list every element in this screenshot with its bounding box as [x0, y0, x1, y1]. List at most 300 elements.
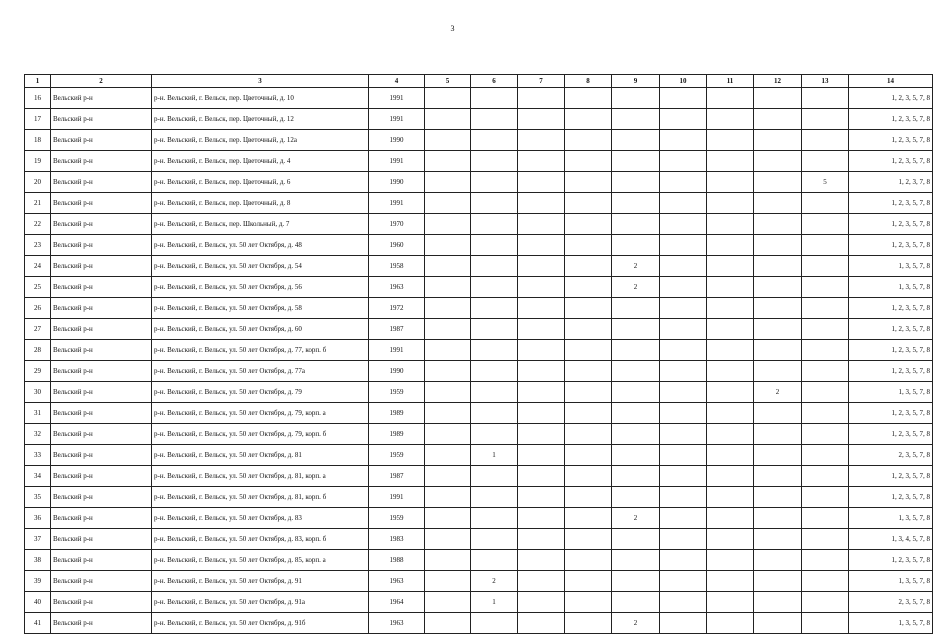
col8-cell [565, 466, 612, 487]
col14-cell: 1, 2, 3, 5, 7, 8 [849, 340, 933, 361]
table-row [25, 235, 933, 256]
district-cell: Вельский р-н [51, 193, 152, 214]
row-number: 31 [25, 403, 51, 424]
address-cell: р-н. Вельский, г. Вельск, ул. 50 лет Октября, д. 83 [152, 508, 369, 529]
table-row [25, 592, 933, 613]
address-cell: р-н. Вельский, г. Вельск, ул. 50 лет Октября, д. 54 [152, 256, 369, 277]
district-cell: Вельский р-н [51, 235, 152, 256]
col11-cell [707, 508, 754, 529]
col6-cell [471, 277, 518, 298]
col7-cell [518, 571, 565, 592]
col11-cell [707, 613, 754, 634]
col6-cell: 2 [471, 571, 518, 592]
col7-cell [518, 193, 565, 214]
col9-cell [612, 571, 660, 592]
col10-cell [660, 466, 707, 487]
col5-cell [425, 550, 471, 571]
col5-cell [425, 613, 471, 634]
col5-cell [425, 319, 471, 340]
year-cell: 1991 [369, 151, 425, 172]
col10-cell [660, 130, 707, 151]
col9-cell: 2 [612, 508, 660, 529]
col12-cell [754, 445, 802, 466]
col8-cell [565, 298, 612, 319]
col8-cell [565, 361, 612, 382]
col9-cell [612, 235, 660, 256]
col11-cell [707, 235, 754, 256]
col14-cell: 1, 2, 3, 5, 7, 8 [849, 88, 933, 109]
col11-cell [707, 466, 754, 487]
district-cell: Вельский р-н [51, 466, 152, 487]
district-cell: Вельский р-н [51, 382, 152, 403]
col14-cell: 1, 2, 3, 5, 7, 8 [849, 550, 933, 571]
col6-cell: 1 [471, 592, 518, 613]
col13-cell [802, 403, 849, 424]
col5-cell [425, 151, 471, 172]
col10-cell [660, 172, 707, 193]
col11-cell [707, 214, 754, 235]
year-cell: 1964 [369, 592, 425, 613]
col10-cell [660, 571, 707, 592]
col8-cell [565, 487, 612, 508]
col9-cell [612, 172, 660, 193]
col8-cell [565, 88, 612, 109]
col7-cell [518, 403, 565, 424]
address-cell: р-н. Вельский, г. Вельск, ул. 50 лет Октября, д. 81, корп. а [152, 466, 369, 487]
col13-cell [802, 361, 849, 382]
col10-cell [660, 508, 707, 529]
col10-cell [660, 592, 707, 613]
col13-cell [802, 508, 849, 529]
col14-cell: 1, 2, 3, 5, 7, 8 [849, 424, 933, 445]
col12-cell [754, 109, 802, 130]
year-cell: 1989 [369, 424, 425, 445]
col11-cell [707, 319, 754, 340]
district-cell: Вельский р-н [51, 487, 152, 508]
col12-cell [754, 172, 802, 193]
col5-cell [425, 529, 471, 550]
year-cell: 1959 [369, 508, 425, 529]
year-cell: 1963 [369, 277, 425, 298]
year-cell: 1990 [369, 361, 425, 382]
col11-cell [707, 340, 754, 361]
row-number: 20 [25, 172, 51, 193]
col5-cell [425, 466, 471, 487]
col9-cell [612, 298, 660, 319]
year-cell: 1959 [369, 382, 425, 403]
col10-cell [660, 256, 707, 277]
col10-cell [660, 193, 707, 214]
address-cell: р-н. Вельский, г. Вельск, ул. 50 лет Октября, д. 83, корп. б [152, 529, 369, 550]
col7-cell [518, 613, 565, 634]
col7-cell [518, 88, 565, 109]
col13-cell [802, 613, 849, 634]
table-row [25, 130, 933, 151]
col6-cell [471, 508, 518, 529]
col5-cell [425, 256, 471, 277]
col6-cell [471, 319, 518, 340]
table-row [25, 172, 933, 193]
col7-cell [518, 319, 565, 340]
col8-cell [565, 172, 612, 193]
col5-cell [425, 214, 471, 235]
row-number: 29 [25, 361, 51, 382]
column-header: 12 [754, 75, 802, 88]
col9-cell [612, 130, 660, 151]
col5-cell [425, 571, 471, 592]
col13-cell [802, 487, 849, 508]
column-header: 10 [660, 75, 707, 88]
col14-cell: 1, 2, 3, 5, 7, 8 [849, 109, 933, 130]
row-number: 21 [25, 193, 51, 214]
table-body [25, 88, 933, 634]
district-cell: Вельский р-н [51, 571, 152, 592]
col9-cell [612, 109, 660, 130]
table-row [25, 508, 933, 529]
table-row [25, 466, 933, 487]
year-cell: 1990 [369, 172, 425, 193]
col13-cell [802, 214, 849, 235]
col12-cell [754, 256, 802, 277]
year-cell: 1960 [369, 235, 425, 256]
col10-cell [660, 340, 707, 361]
col8-cell [565, 445, 612, 466]
col11-cell [707, 550, 754, 571]
col14-cell: 1, 2, 3, 5, 7, 8 [849, 361, 933, 382]
column-header: 6 [471, 75, 518, 88]
col13-cell [802, 550, 849, 571]
col9-cell: 2 [612, 613, 660, 634]
row-number: 35 [25, 487, 51, 508]
district-cell: Вельский р-н [51, 340, 152, 361]
col12-cell [754, 130, 802, 151]
table-row [25, 529, 933, 550]
table-row [25, 361, 933, 382]
col13-cell [802, 424, 849, 445]
col8-cell [565, 508, 612, 529]
col5-cell [425, 445, 471, 466]
col9-cell [612, 529, 660, 550]
column-header: 11 [707, 75, 754, 88]
col10-cell [660, 88, 707, 109]
address-cell: р-н. Вельский, г. Вельск, ул. 50 лет Октября, д. 56 [152, 277, 369, 298]
district-cell: Вельский р-н [51, 172, 152, 193]
col14-cell: 1, 3, 5, 7, 8 [849, 277, 933, 298]
address-cell: р-н. Вельский, г. Вельск, пер. Цветочный, д. 10 [152, 88, 369, 109]
column-header: 8 [565, 75, 612, 88]
address-cell: р-н. Вельский, г. Вельск, пер. Цветочный, д. 8 [152, 193, 369, 214]
col12-cell [754, 193, 802, 214]
col10-cell [660, 235, 707, 256]
row-number: 23 [25, 235, 51, 256]
district-cell: Вельский р-н [51, 529, 152, 550]
address-cell: р-н. Вельский, г. Вельск, ул. 50 лет Октября, д. 79, корп. а [152, 403, 369, 424]
column-header: 9 [612, 75, 660, 88]
col14-cell: 1, 3, 5, 7, 8 [849, 571, 933, 592]
col13-cell [802, 235, 849, 256]
address-cell: р-н. Вельский, г. Вельск, ул. 50 лет Октября, д. 79, корп. б [152, 424, 369, 445]
address-cell: р-н. Вельский, г. Вельск, ул. 50 лет Октября, д. 91 [152, 571, 369, 592]
col11-cell [707, 403, 754, 424]
table-row [25, 382, 933, 403]
col14-cell: 1, 3, 5, 7, 8 [849, 508, 933, 529]
col6-cell [471, 193, 518, 214]
col13-cell [802, 256, 849, 277]
row-number: 17 [25, 109, 51, 130]
col5-cell [425, 109, 471, 130]
register-table [24, 74, 933, 634]
col8-cell [565, 382, 612, 403]
col9-cell [612, 340, 660, 361]
year-cell: 1991 [369, 340, 425, 361]
col10-cell [660, 529, 707, 550]
col12-cell [754, 214, 802, 235]
col14-cell: 1, 2, 3, 5, 7, 8 [849, 235, 933, 256]
row-number: 40 [25, 592, 51, 613]
col10-cell [660, 403, 707, 424]
col10-cell [660, 319, 707, 340]
col11-cell [707, 151, 754, 172]
col13-cell [802, 298, 849, 319]
col14-cell: 1, 2, 3, 5, 7, 8 [849, 130, 933, 151]
col8-cell [565, 571, 612, 592]
col12-cell [754, 424, 802, 445]
col10-cell [660, 109, 707, 130]
col9-cell [612, 361, 660, 382]
page-number: 3 [450, 24, 455, 33]
col8-cell [565, 424, 612, 445]
col8-cell [565, 592, 612, 613]
col10-cell [660, 151, 707, 172]
col11-cell [707, 382, 754, 403]
year-cell: 1991 [369, 487, 425, 508]
col10-cell [660, 445, 707, 466]
table-row [25, 445, 933, 466]
col11-cell [707, 487, 754, 508]
col6-cell [471, 88, 518, 109]
col5-cell [425, 592, 471, 613]
row-number: 34 [25, 466, 51, 487]
col13-cell [802, 466, 849, 487]
col6-cell [471, 550, 518, 571]
column-header: 14 [849, 75, 933, 88]
table-row [25, 193, 933, 214]
year-cell: 1989 [369, 403, 425, 424]
year-cell: 1991 [369, 109, 425, 130]
col5-cell [425, 277, 471, 298]
row-number: 41 [25, 613, 51, 634]
col14-cell: 1, 2, 3, 7, 8 [849, 172, 933, 193]
col6-cell [471, 529, 518, 550]
col7-cell [518, 592, 565, 613]
row-number: 22 [25, 214, 51, 235]
col5-cell [425, 403, 471, 424]
col9-cell [612, 445, 660, 466]
col7-cell [518, 151, 565, 172]
col8-cell [565, 151, 612, 172]
address-cell: р-н. Вельский, г. Вельск, пер. Цветочный, д. 6 [152, 172, 369, 193]
col5-cell [425, 508, 471, 529]
col7-cell [518, 340, 565, 361]
col6-cell [471, 361, 518, 382]
col5-cell [425, 340, 471, 361]
table-row [25, 277, 933, 298]
col10-cell [660, 613, 707, 634]
col8-cell [565, 613, 612, 634]
row-number: 18 [25, 130, 51, 151]
row-number: 32 [25, 424, 51, 445]
col12-cell [754, 613, 802, 634]
row-number: 37 [25, 529, 51, 550]
col14-cell: 2, 3, 5, 7, 8 [849, 445, 933, 466]
col14-cell: 1, 2, 3, 5, 7, 8 [849, 193, 933, 214]
address-cell: р-н. Вельский, г. Вельск, пер. Цветочный, д. 12 [152, 109, 369, 130]
col11-cell [707, 277, 754, 298]
col12-cell [754, 361, 802, 382]
col10-cell [660, 214, 707, 235]
column-header: 3 [152, 75, 369, 88]
address-cell: р-н. Вельский, г. Вельск, ул. 50 лет Октября, д. 77, корп. б [152, 340, 369, 361]
district-cell: Вельский р-н [51, 592, 152, 613]
address-cell: р-н. Вельский, г. Вельск, ул. 50 лет Октября, д. 85, корп. а [152, 550, 369, 571]
district-cell: Вельский р-н [51, 319, 152, 340]
col10-cell [660, 550, 707, 571]
col7-cell [518, 445, 565, 466]
col9-cell [612, 88, 660, 109]
district-cell: Вельский р-н [51, 109, 152, 130]
col8-cell [565, 193, 612, 214]
col9-cell [612, 151, 660, 172]
col10-cell [660, 424, 707, 445]
col12-cell [754, 277, 802, 298]
district-cell: Вельский р-н [51, 361, 152, 382]
col7-cell [518, 382, 565, 403]
year-cell: 1988 [369, 550, 425, 571]
col8-cell [565, 529, 612, 550]
col10-cell [660, 298, 707, 319]
row-number: 16 [25, 88, 51, 109]
table-row [25, 319, 933, 340]
col7-cell [518, 487, 565, 508]
table-row [25, 487, 933, 508]
col6-cell [471, 214, 518, 235]
col11-cell [707, 256, 754, 277]
col8-cell [565, 256, 612, 277]
column-header: 4 [369, 75, 425, 88]
row-number: 24 [25, 256, 51, 277]
col9-cell [612, 214, 660, 235]
row-number: 33 [25, 445, 51, 466]
table-row [25, 424, 933, 445]
col6-cell [471, 382, 518, 403]
col13-cell [802, 130, 849, 151]
col13-cell [802, 571, 849, 592]
col8-cell [565, 340, 612, 361]
year-cell: 1991 [369, 193, 425, 214]
col10-cell [660, 361, 707, 382]
district-cell: Вельский р-н [51, 298, 152, 319]
col9-cell [612, 550, 660, 571]
col7-cell [518, 172, 565, 193]
col7-cell [518, 424, 565, 445]
district-cell: Вельский р-н [51, 445, 152, 466]
year-cell: 1963 [369, 613, 425, 634]
col5-cell [425, 361, 471, 382]
col11-cell [707, 445, 754, 466]
col9-cell [612, 382, 660, 403]
address-cell: р-н. Вельский, г. Вельск, пер. Цветочный, д. 12а [152, 130, 369, 151]
col9-cell [612, 424, 660, 445]
table-row [25, 571, 933, 592]
col7-cell [518, 235, 565, 256]
column-header: 13 [802, 75, 849, 88]
col7-cell [518, 550, 565, 571]
col7-cell [518, 277, 565, 298]
col14-cell: 1, 2, 3, 5, 7, 8 [849, 403, 933, 424]
address-cell: р-н. Вельский, г. Вельск, ул. 50 лет Октября, д. 81, корп. б [152, 487, 369, 508]
col13-cell [802, 382, 849, 403]
col12-cell [754, 508, 802, 529]
col12-cell [754, 529, 802, 550]
col13-cell [802, 277, 849, 298]
year-cell: 1987 [369, 319, 425, 340]
col7-cell [518, 466, 565, 487]
district-cell: Вельский р-н [51, 550, 152, 571]
col13-cell: 5 [802, 172, 849, 193]
col12-cell [754, 403, 802, 424]
col6-cell [471, 466, 518, 487]
table-row [25, 403, 933, 424]
col10-cell [660, 382, 707, 403]
col14-cell: 2, 3, 5, 7, 8 [849, 592, 933, 613]
address-cell: р-н. Вельский, г. Вельск, ул. 50 лет Октября, д. 58 [152, 298, 369, 319]
table-row [25, 340, 933, 361]
col5-cell [425, 235, 471, 256]
column-header: 1 [25, 75, 51, 88]
col13-cell [802, 445, 849, 466]
col6-cell [471, 130, 518, 151]
col9-cell [612, 592, 660, 613]
year-cell: 1959 [369, 445, 425, 466]
col7-cell [518, 508, 565, 529]
year-cell: 1963 [369, 571, 425, 592]
col5-cell [425, 172, 471, 193]
address-cell: р-н. Вельский, г. Вельск, ул. 50 лет Октября, д. 48 [152, 235, 369, 256]
col11-cell [707, 109, 754, 130]
col8-cell [565, 403, 612, 424]
column-header: 7 [518, 75, 565, 88]
col8-cell [565, 235, 612, 256]
address-cell: р-н. Вельский, г. Вельск, ул. 50 лет Октября, д. 91а [152, 592, 369, 613]
address-cell: р-н. Вельский, г. Вельск, пер. Цветочный, д. 4 [152, 151, 369, 172]
district-cell: Вельский р-н [51, 88, 152, 109]
table-row [25, 550, 933, 571]
col13-cell [802, 151, 849, 172]
table-row [25, 256, 933, 277]
col7-cell [518, 214, 565, 235]
col9-cell: 2 [612, 256, 660, 277]
row-number: 30 [25, 382, 51, 403]
col10-cell [660, 487, 707, 508]
col12-cell [754, 340, 802, 361]
col12-cell [754, 487, 802, 508]
col5-cell [425, 382, 471, 403]
col8-cell [565, 109, 612, 130]
col5-cell [425, 424, 471, 445]
col5-cell [425, 487, 471, 508]
column-header: 5 [425, 75, 471, 88]
year-cell: 1991 [369, 88, 425, 109]
